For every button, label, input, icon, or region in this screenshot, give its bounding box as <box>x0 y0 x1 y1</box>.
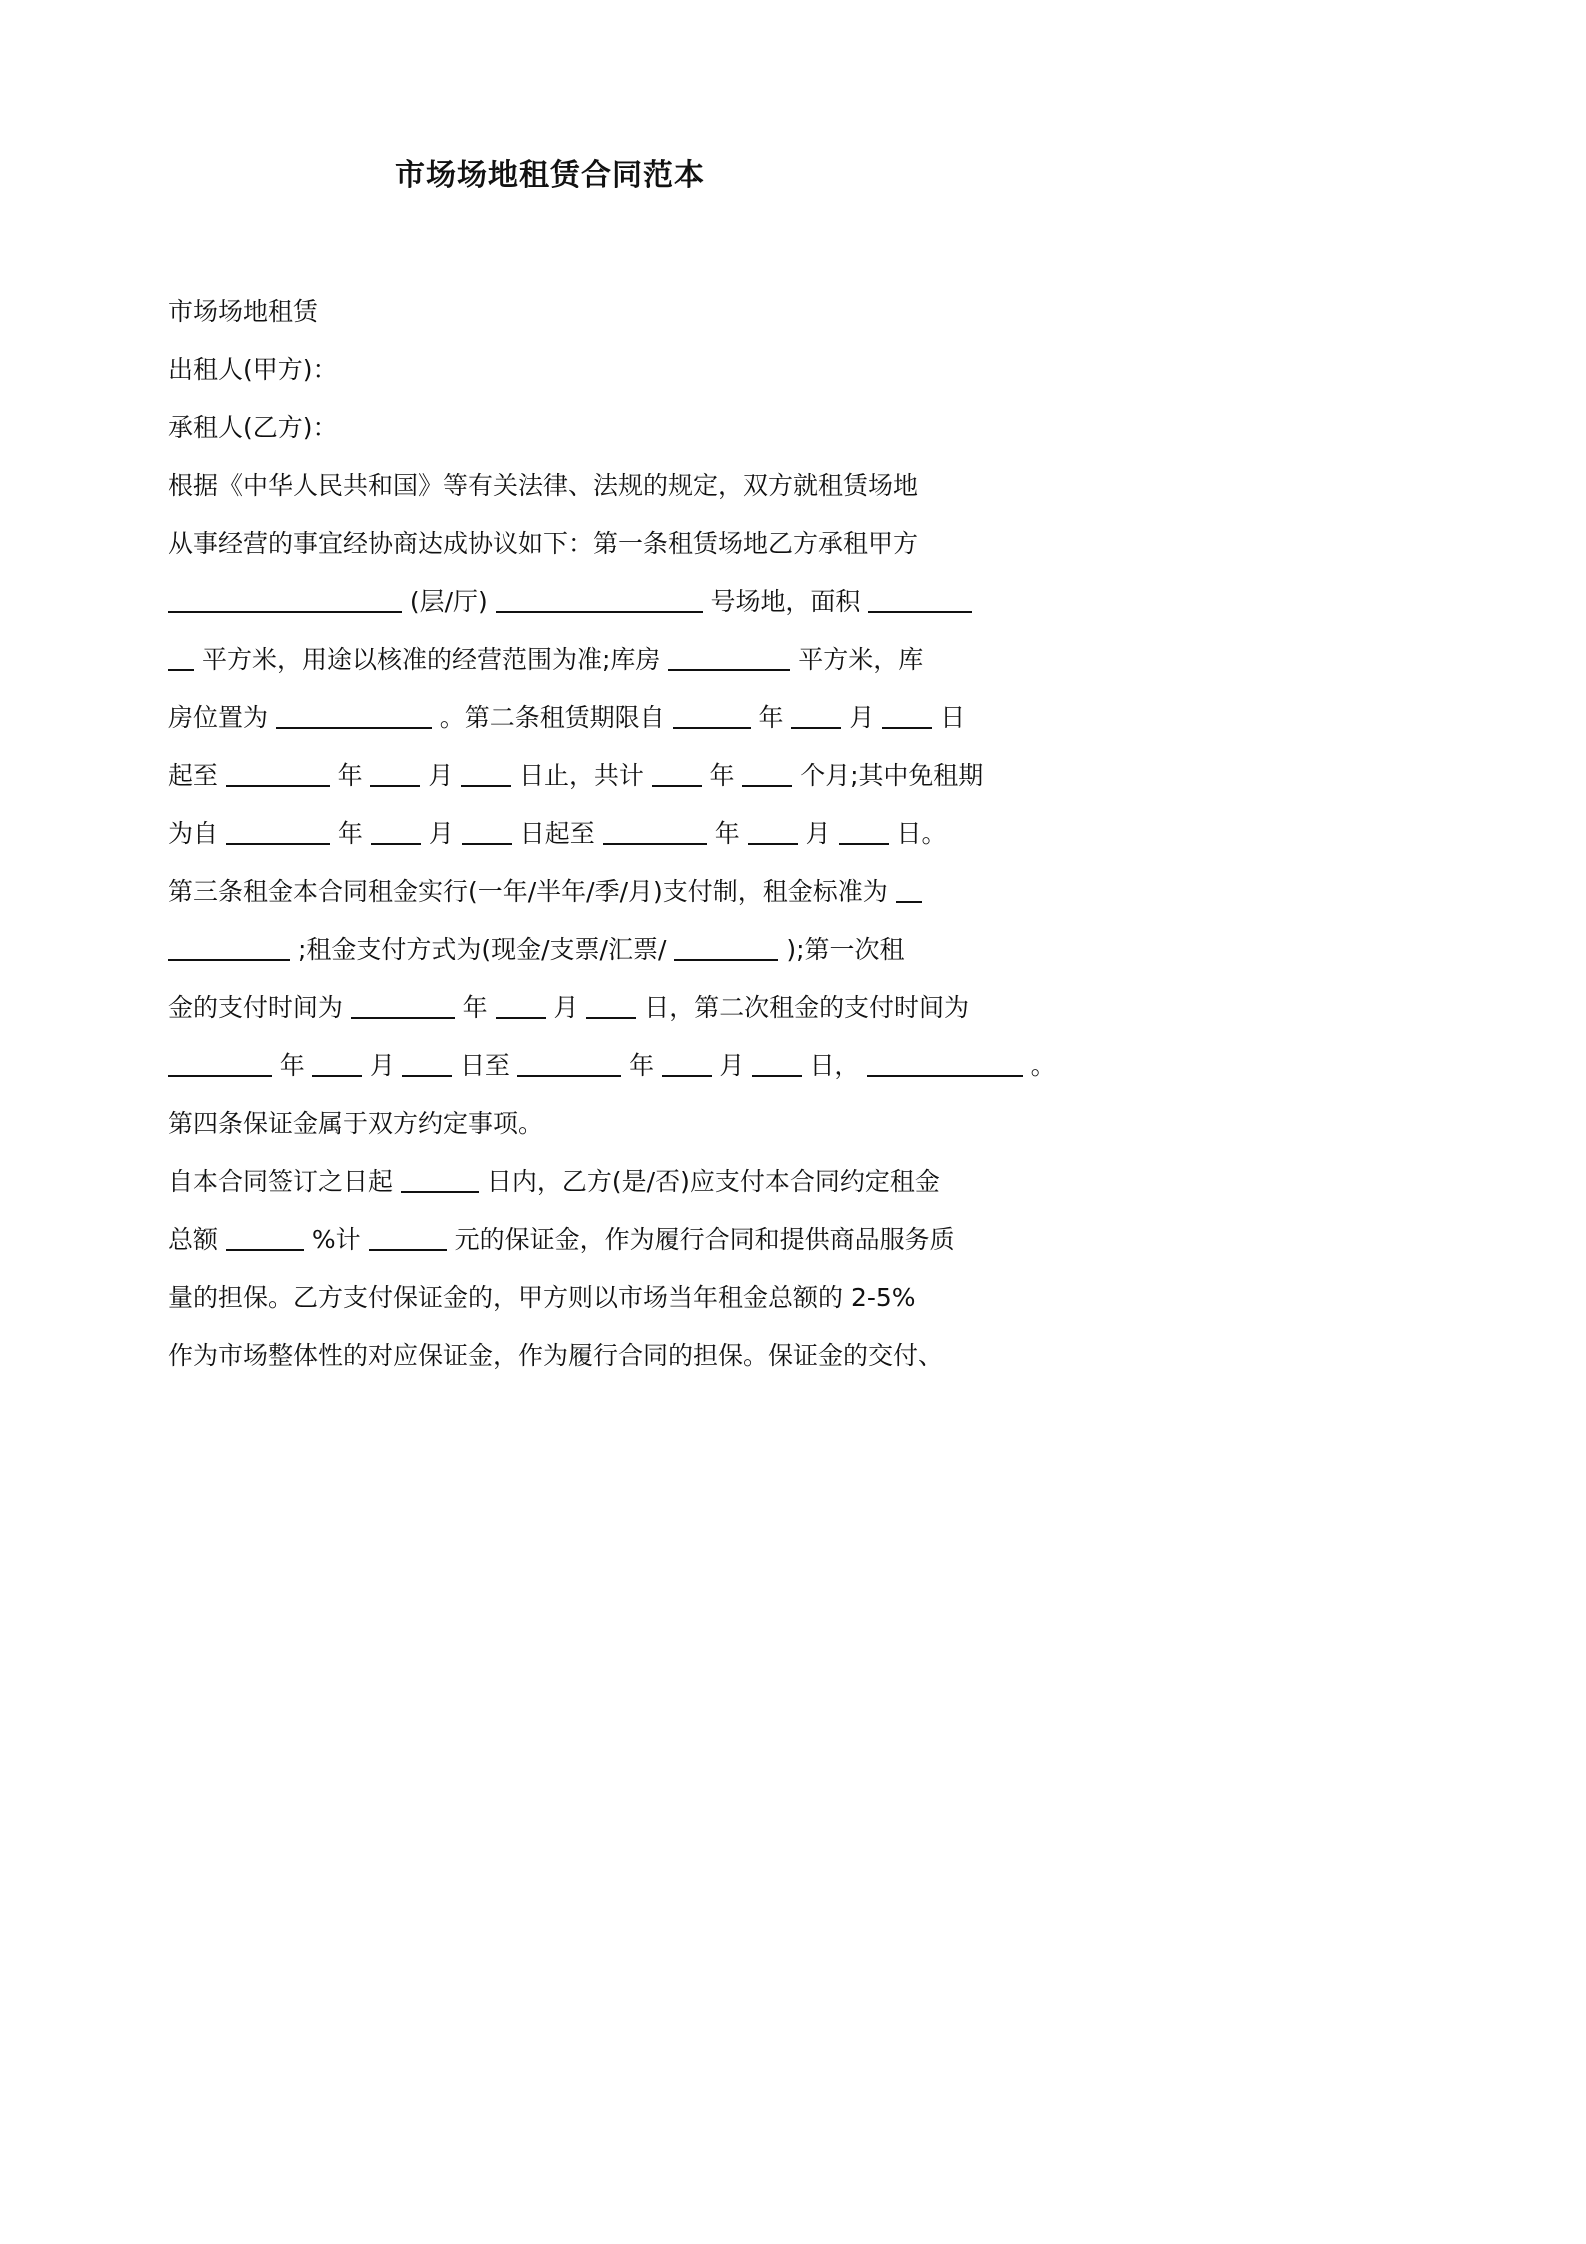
text-segment: 平方米，库 <box>798 645 924 674</box>
fill-blank <box>496 587 703 613</box>
fill-blank <box>668 645 790 671</box>
text-line <box>168 341 948 399</box>
text-segment: );第一次租 <box>786 935 905 964</box>
text-segment: 年 <box>337 761 363 790</box>
fill-blank <box>896 877 922 903</box>
text-segment: 日， <box>809 1051 860 1080</box>
text-line <box>168 573 948 631</box>
text-segment: 元的保证金，作为履行合同和提供商品服务质 <box>454 1225 955 1254</box>
text-segment: 个月;其中免租期 <box>800 761 984 790</box>
text-segment: 起至 <box>168 761 218 790</box>
text-segment: 月 <box>428 761 454 790</box>
text-segment: 自本合同签订之日起 <box>168 1167 394 1196</box>
fill-blank <box>791 703 841 729</box>
text-line <box>168 979 969 1037</box>
fill-blank <box>168 935 290 961</box>
fill-blank <box>662 1051 712 1077</box>
fill-blank <box>673 703 751 729</box>
fill-blank <box>168 1051 272 1077</box>
text-segment: 日内，乙方(是/否)应支付本合同约定租金 <box>486 1167 940 1196</box>
fill-blank <box>401 1167 479 1193</box>
text-segment: 房位置为 <box>168 703 268 732</box>
text-segment: 月 <box>719 1051 745 1080</box>
fill-blank <box>461 761 511 787</box>
text-segment: 金的支付时间为 <box>168 993 343 1022</box>
fill-blank <box>586 993 636 1019</box>
text-segment: 年 <box>709 761 735 790</box>
text-segment: 号场地，面积 <box>710 587 861 616</box>
text-segment: 日止，共计 <box>519 761 644 790</box>
text-line <box>168 1327 948 1385</box>
text-segment: 日。 <box>896 819 947 848</box>
fill-blank <box>351 993 455 1019</box>
document-page <box>0 0 1100 1556</box>
text-segment: 。 <box>1030 1051 1056 1080</box>
text-segment: 平方米，用途以核准的经营范围为准;库房 <box>201 645 661 674</box>
text-segment: 日，第二次租金的支付时间为 <box>644 993 969 1022</box>
fill-blank <box>517 1051 621 1077</box>
text-segment: 年 <box>462 993 488 1022</box>
fill-blank <box>742 761 792 787</box>
fill-blank <box>496 993 546 1019</box>
fill-blank <box>868 587 972 613</box>
text-segment: 作为市场整体性的对应保证金，作为履行合同的担保。保证金的交付、 <box>168 1341 944 1370</box>
fill-blank <box>674 935 778 961</box>
text-line <box>168 747 984 805</box>
text-segment: 年 <box>714 819 740 848</box>
document-body <box>168 283 1056 1385</box>
text-segment: 年 <box>337 819 363 848</box>
text-line <box>168 1153 948 1211</box>
text-line <box>168 457 948 515</box>
text-segment: 月 <box>553 993 579 1022</box>
fill-blank <box>226 761 330 787</box>
text-segment: 月 <box>849 703 875 732</box>
text-line <box>168 689 966 747</box>
fill-blank <box>312 1051 362 1077</box>
text-segment: 出租人(甲方)： <box>168 355 338 384</box>
text-line <box>168 921 948 979</box>
text-segment: 日起至 <box>519 819 595 848</box>
text-line <box>168 399 948 457</box>
fill-blank <box>462 819 512 845</box>
fill-blank <box>371 819 421 845</box>
text-segment: 日至 <box>460 1051 510 1080</box>
fill-blank <box>603 819 707 845</box>
text-segment: 根据《中华人民共和国》等有关法律、法规的规定，双方就租赁场地 <box>168 471 919 500</box>
text-line <box>168 631 948 689</box>
text-segment: 年 <box>279 1051 305 1080</box>
fill-blank <box>226 819 330 845</box>
fill-blank <box>168 587 402 613</box>
text-segment: (层/厅) <box>409 587 488 616</box>
text-line <box>168 515 948 573</box>
text-segment: 年 <box>629 1051 654 1080</box>
text-segment: 月 <box>805 819 831 848</box>
text-line <box>168 863 948 921</box>
text-segment: 量的担保。乙方支付保证金的，甲方则以市场当年租金总额的 2-5% <box>168 1283 916 1312</box>
text-line <box>168 1211 955 1269</box>
fill-blank <box>370 761 420 787</box>
fill-blank <box>867 1051 1023 1077</box>
fill-blank <box>226 1225 304 1251</box>
fill-blank <box>168 645 194 671</box>
text-segment: 。第二条租赁期限自 <box>439 703 665 732</box>
fill-blank <box>402 1051 452 1077</box>
text-line <box>168 1269 948 1327</box>
text-segment: 月 <box>428 819 454 848</box>
text-segment: ;租金支付方式为(现金/支票/汇票/ <box>297 935 667 964</box>
text-segment: 月 <box>369 1051 395 1080</box>
fill-blank <box>276 703 432 729</box>
text-segment: 市场场地租赁 <box>168 297 319 326</box>
text-segment: 日 <box>940 703 966 732</box>
fill-blank <box>652 761 702 787</box>
fill-blank <box>369 1225 447 1251</box>
text-line <box>168 805 948 863</box>
text-segment: 为自 <box>168 819 219 848</box>
fill-blank <box>839 819 889 845</box>
text-segment: 第四条保证金属于双方约定事项。 <box>168 1109 544 1138</box>
document-title: 市场场地租赁合同范本 <box>395 158 705 193</box>
text-segment: %计 <box>311 1225 361 1254</box>
text-segment: 总额 <box>168 1225 219 1254</box>
text-line <box>168 1037 1056 1095</box>
text-segment: 第三条租金本合同租金实行(一年/半年/季/月)支付制，租金标准为 <box>168 877 888 906</box>
text-segment: 年 <box>758 703 784 732</box>
text-line <box>168 283 948 341</box>
text-segment: 从事经营的事宜经协商达成协议如下：第一条租赁场地乙方承租甲方 <box>168 529 919 558</box>
text-line <box>168 1095 948 1153</box>
text-segment: 承租人(乙方)： <box>168 413 338 442</box>
fill-blank <box>748 819 798 845</box>
fill-blank <box>752 1051 802 1077</box>
fill-blank <box>882 703 932 729</box>
